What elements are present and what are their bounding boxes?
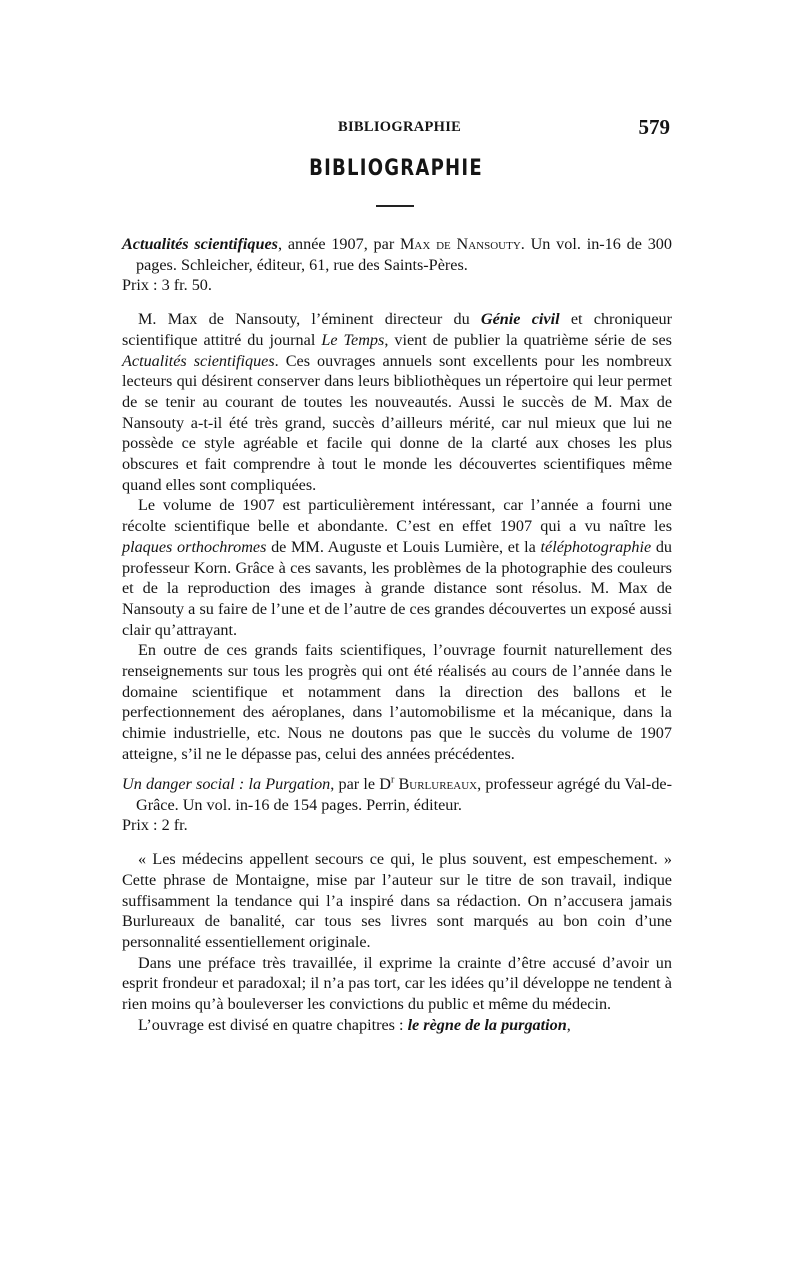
journal-title: Génie civil <box>480 310 560 329</box>
author-name: Max de Nansouty <box>400 235 521 253</box>
review-header <box>122 234 672 296</box>
book-title: Actualités scientifiques <box>122 235 278 253</box>
title-rule <box>376 205 414 207</box>
price: Prix : 2 fr. <box>122 816 188 835</box>
section-title: BIBLIOGRAPHIE <box>309 156 483 181</box>
emphasis: plaques orthochromes <box>122 537 267 556</box>
citation-text: , année 1907, par <box>277 235 401 253</box>
author-name: Burlureaux <box>394 775 478 793</box>
text-run: , vient de publier la quatrième série de ses <box>384 330 672 349</box>
review-citation <box>122 774 672 815</box>
text-run: , <box>566 1015 571 1034</box>
text-run: du professeur Korn. Grâce à ces savants, les problèmes de la photographie des couleurs et de la reproduction des images à grande distance sont résolus. M. Max de Nansouty a su faire de l’une et de l’autre de ces grandes découvertes un exposé aussi clair qu’attrayant. <box>122 537 672 639</box>
paragraph <box>122 495 672 640</box>
superscript: r <box>390 774 395 786</box>
journal-title: Le Temps <box>321 330 385 349</box>
page-number: 579 <box>638 115 670 139</box>
review-citation <box>122 234 672 275</box>
chapter-title: le règne de la purgation <box>407 1015 567 1034</box>
paragraph <box>122 1015 672 1036</box>
running-head <box>122 115 670 141</box>
text-run: . Ces ouvrages annuels sont excellents pour les nombreux lecteurs qui désirent conserver dans leurs bibliothèques un répertoire qui leur permet de se tenir au courant de toutes les nouveautés. Aussi le succès de M. Max de Nansouty a-t-il été très grand, succès d’ailleurs mérité, car nul mieux que lui ne possède ce style agréable et facile qui donne de la clarté aux choses les plus obscures et fait comprendre à tout le monde les découvertes scientifiques même quand elles sont compliquées. <box>122 351 672 494</box>
paragraph: Dans une préface très travaillée, il exprime la crainte d’être accusé d’avoir un esprit frondeur et paradoxal; il n’a pas tort, car les idées qu’il développe ne tendent à rien moins qu’à bouleverser les convictions du public et même du médecin. <box>122 953 672 1014</box>
citation-text: , par le D <box>330 775 391 793</box>
running-head-title: BIBLIOGRAPHIE <box>338 119 462 135</box>
text-run: M. Max de Nansouty, l’éminent directeur du <box>138 310 481 329</box>
citation-text: . Un vol. in-16 de 300 pages. Schleicher, éditeur, 61, rue des Saints-Pères. <box>136 235 672 274</box>
review-actualites <box>122 234 672 765</box>
review-header <box>122 774 672 836</box>
text-run: Le volume de 1907 est particulièrement intéressant, car l’année a fourni une récolte scientifique belle et abondante. C’est en effet 1907 qui a vu naître les <box>122 496 672 536</box>
paragraph: En outre de ces grands faits scientifiques, l’ouvrage fournit naturellement des renseignements sur tous les progrès qui ont été réalisés au cours de l’année dans le domaine scientifique et notamment dans la direction des ballons et le perfectionnement des aéroplanes, dans l’automobilisme et la mécanique, dans la chimie industrielle, etc. Nous ne doutons pas que le succès du volume de 1907 atteigne, s’il ne le dépasse pas, celui des années précédentes. <box>122 641 672 763</box>
citation-text: , professeur agrégé du Val-de-Grâce. Un vol. in-16 de 154 pages. Perrin, éditeur. <box>136 775 672 814</box>
paragraph <box>122 309 672 495</box>
review-purgation <box>122 774 672 1035</box>
book-title-ref: Actualités scientifiques <box>122 351 275 370</box>
emphasis: téléphotographie <box>540 537 652 556</box>
text-run: de MM. Auguste et Louis Lumière, et la <box>266 537 541 556</box>
text-run: L’ouvrage est divisé en quatre chapitres : <box>138 1015 408 1034</box>
book-title: Un danger social : la Purgation <box>122 775 331 793</box>
paragraph: « Les médecins appellent secours ce qui, le plus souvent, est empeschement. » Cette phrase de Montaigne, mise par l’auteur sur le titre de son travail, indique suffisamment la tendance qui l’a inspiré dans sa rédaction. On n’accusera jamais Burlureaux de banalité, car tous ses livres sont marqués au bon coin d’une personnalité essentiellement originale. <box>122 850 672 951</box>
text-run: et chroniqueur scientifique attitré du journal <box>122 310 672 349</box>
price: Prix : 3 fr. 50. <box>122 276 212 295</box>
